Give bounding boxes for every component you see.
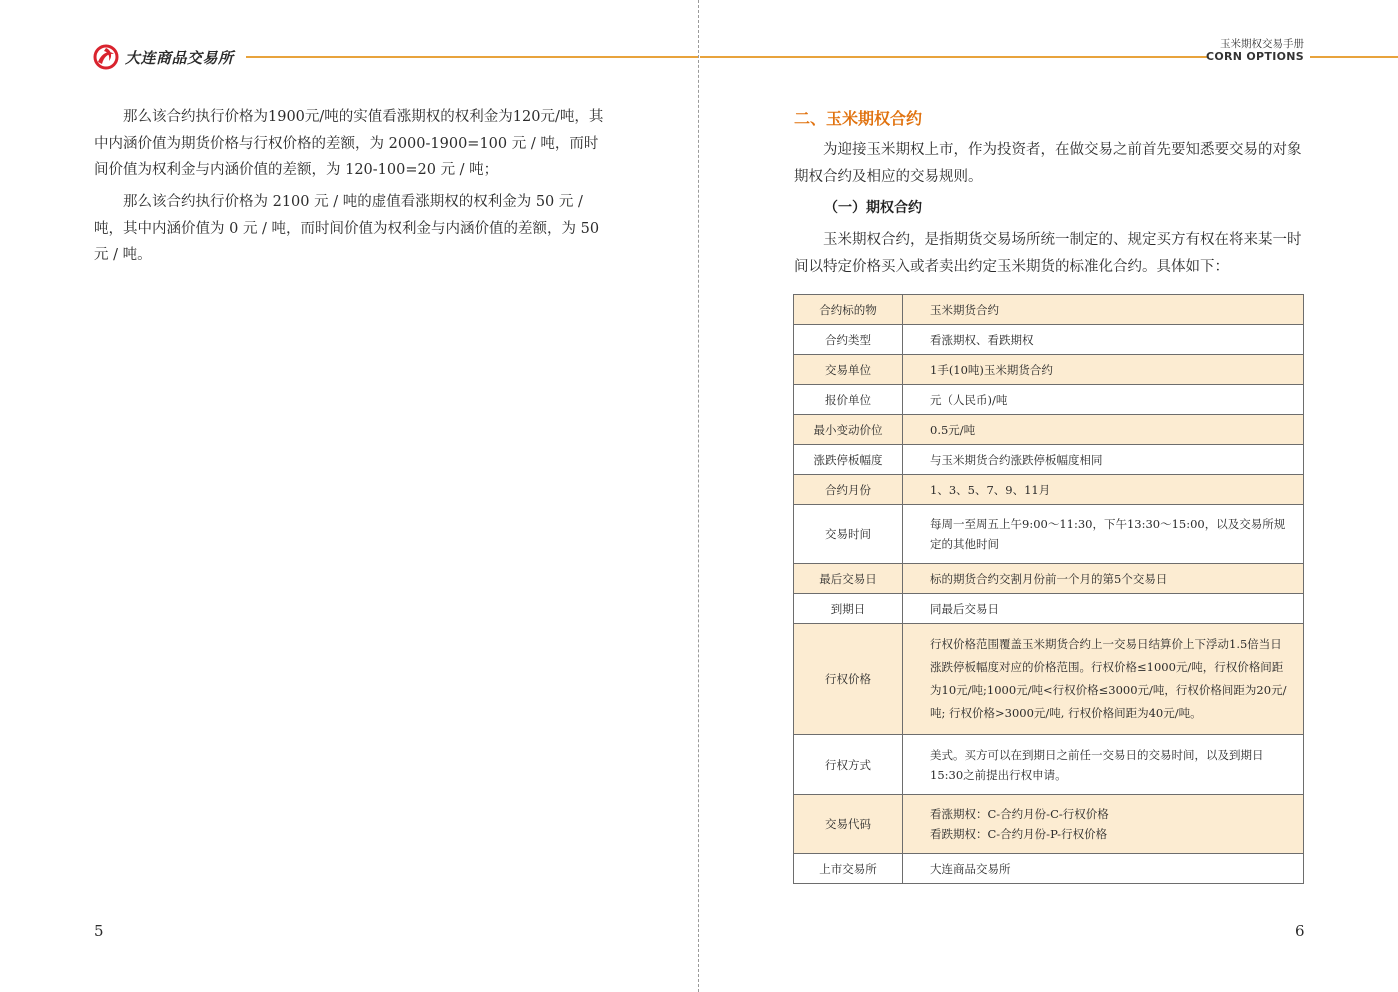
section-title: 二、玉米期权合约 bbox=[794, 109, 923, 128]
table-row bbox=[794, 385, 1304, 415]
table-row bbox=[794, 735, 1304, 795]
row-value: 与玉米期货合约涨跌停板幅度相同 bbox=[903, 445, 1304, 475]
table-row bbox=[794, 564, 1304, 594]
subsection-title: （一）期权合约 bbox=[824, 200, 922, 216]
page-number-left: 5 bbox=[94, 922, 104, 940]
table-row bbox=[794, 355, 1304, 385]
row-value bbox=[903, 795, 1304, 854]
paragraph-2: 那么该合约执行价格为 2100 元 / 吨的虚值看涨期权的权利金为 50 元 / 吨，其中内涵价值为 0 元 / 吨，而时间价值为权利金与内涵价值的差额，为 50 元 / 吨。 bbox=[94, 194, 600, 263]
manual-title-en: CORN OPTIONS bbox=[1205, 50, 1304, 63]
row-key: 行权方式 bbox=[794, 735, 903, 795]
header-rule-right bbox=[700, 56, 1208, 58]
row-key: 最小变动价位 bbox=[794, 415, 903, 445]
row-value: 看涨期权、看跌期权 bbox=[903, 325, 1304, 355]
page-number-right: 6 bbox=[1295, 922, 1305, 940]
row-key: 合约类型 bbox=[794, 325, 903, 355]
page-fold-divider bbox=[698, 0, 699, 992]
manual-title-cn: 玉米期权交易手册 bbox=[1220, 38, 1304, 50]
row-key: 合约月份 bbox=[794, 475, 903, 505]
exchange-emblem-icon bbox=[93, 44, 119, 70]
table-row bbox=[794, 295, 1304, 325]
row-value: 行权价格范围覆盖玉米期货合约上一交易日结算价上下浮动1.5倍当日涨跌停板幅度对应的价格范围。行权价格≤1000元/吨，行权价格间距为10元/吨;1000元/吨<行权价格≤3000元/吨，行权价格间距为20元/吨; 行权价格>3000元/吨, 行权价格间距为40元/吨。 bbox=[903, 624, 1304, 735]
row-value: 大连商品交易所 bbox=[903, 854, 1304, 884]
row-key: 交易代码 bbox=[794, 795, 903, 854]
header-rule-left bbox=[246, 56, 698, 58]
right-page bbox=[700, 0, 1398, 992]
row-value: 同最后交易日 bbox=[903, 594, 1304, 624]
table-row bbox=[794, 475, 1304, 505]
row-value: 标的期货合约交割月份前一个月的第5个交易日 bbox=[903, 564, 1304, 594]
row-value: 每周一至周五上午9:00～11:30，下午13:30～15:00，以及交易所规定的其他时间 bbox=[903, 505, 1304, 564]
exchange-logo bbox=[93, 44, 234, 70]
row-value: 元（人民币)/吨 bbox=[903, 385, 1304, 415]
table-row bbox=[794, 594, 1304, 624]
trading-code-call: 看涨期权：C-合约月份-C-行权价格 bbox=[930, 807, 1109, 821]
row-key: 报价单位 bbox=[794, 385, 903, 415]
table-row bbox=[794, 325, 1304, 355]
row-key: 行权价格 bbox=[794, 624, 903, 735]
row-key: 交易单位 bbox=[794, 355, 903, 385]
subsection-paragraph: 玉米期权合约，是指期货交易场所统一制定的、规定买方有权在将来某一时间以特定价格买入或者卖出约定玉米期货的标准化合约。具体如下： bbox=[794, 232, 1302, 275]
table-row bbox=[794, 415, 1304, 445]
row-value: 1手(10吨)玉米期货合约 bbox=[903, 355, 1304, 385]
row-value: 美式。买方可以在到期日之前任一交易日的交易时间，以及到期日15:30之前提出行权申请。 bbox=[903, 735, 1304, 795]
row-key: 涨跌停板幅度 bbox=[794, 445, 903, 475]
row-key: 最后交易日 bbox=[794, 564, 903, 594]
logo-text: 大连商品交易所 bbox=[125, 48, 234, 67]
table-row bbox=[794, 854, 1304, 884]
table-row bbox=[794, 445, 1304, 475]
table-row bbox=[794, 624, 1304, 735]
trading-code-put: 看跌期权：C-合约月份-P-行权价格 bbox=[930, 827, 1108, 841]
table-row bbox=[794, 505, 1304, 564]
header-rule-right-end bbox=[1310, 56, 1398, 58]
contract-spec-table bbox=[793, 294, 1304, 884]
row-value: 玉米期货合约 bbox=[903, 295, 1304, 325]
row-value: 1、3、5、7、9、11月 bbox=[903, 475, 1304, 505]
table-row bbox=[794, 795, 1304, 854]
row-key: 交易时间 bbox=[794, 505, 903, 564]
row-key: 合约标的物 bbox=[794, 295, 903, 325]
row-value: 0.5元/吨 bbox=[903, 415, 1304, 445]
row-key: 到期日 bbox=[794, 594, 903, 624]
intro-paragraph: 为迎接玉米期权上市，作为投资者，在做交易之前首先要知悉要交易的对象期权合约及相应的交易规则。 bbox=[794, 142, 1302, 185]
paragraph-1: 那么该合约执行价格为1900元/吨的实值看涨期权的权利金为120元/吨，其中内涵价值为期货价格与行权价格的差额，为 2000-1900=100 元 / 吨，而时间价值为权利金与内涵价值的差额，为 120-100=20 元 / 吨； bbox=[94, 109, 604, 178]
row-key: 上市交易所 bbox=[794, 854, 903, 884]
